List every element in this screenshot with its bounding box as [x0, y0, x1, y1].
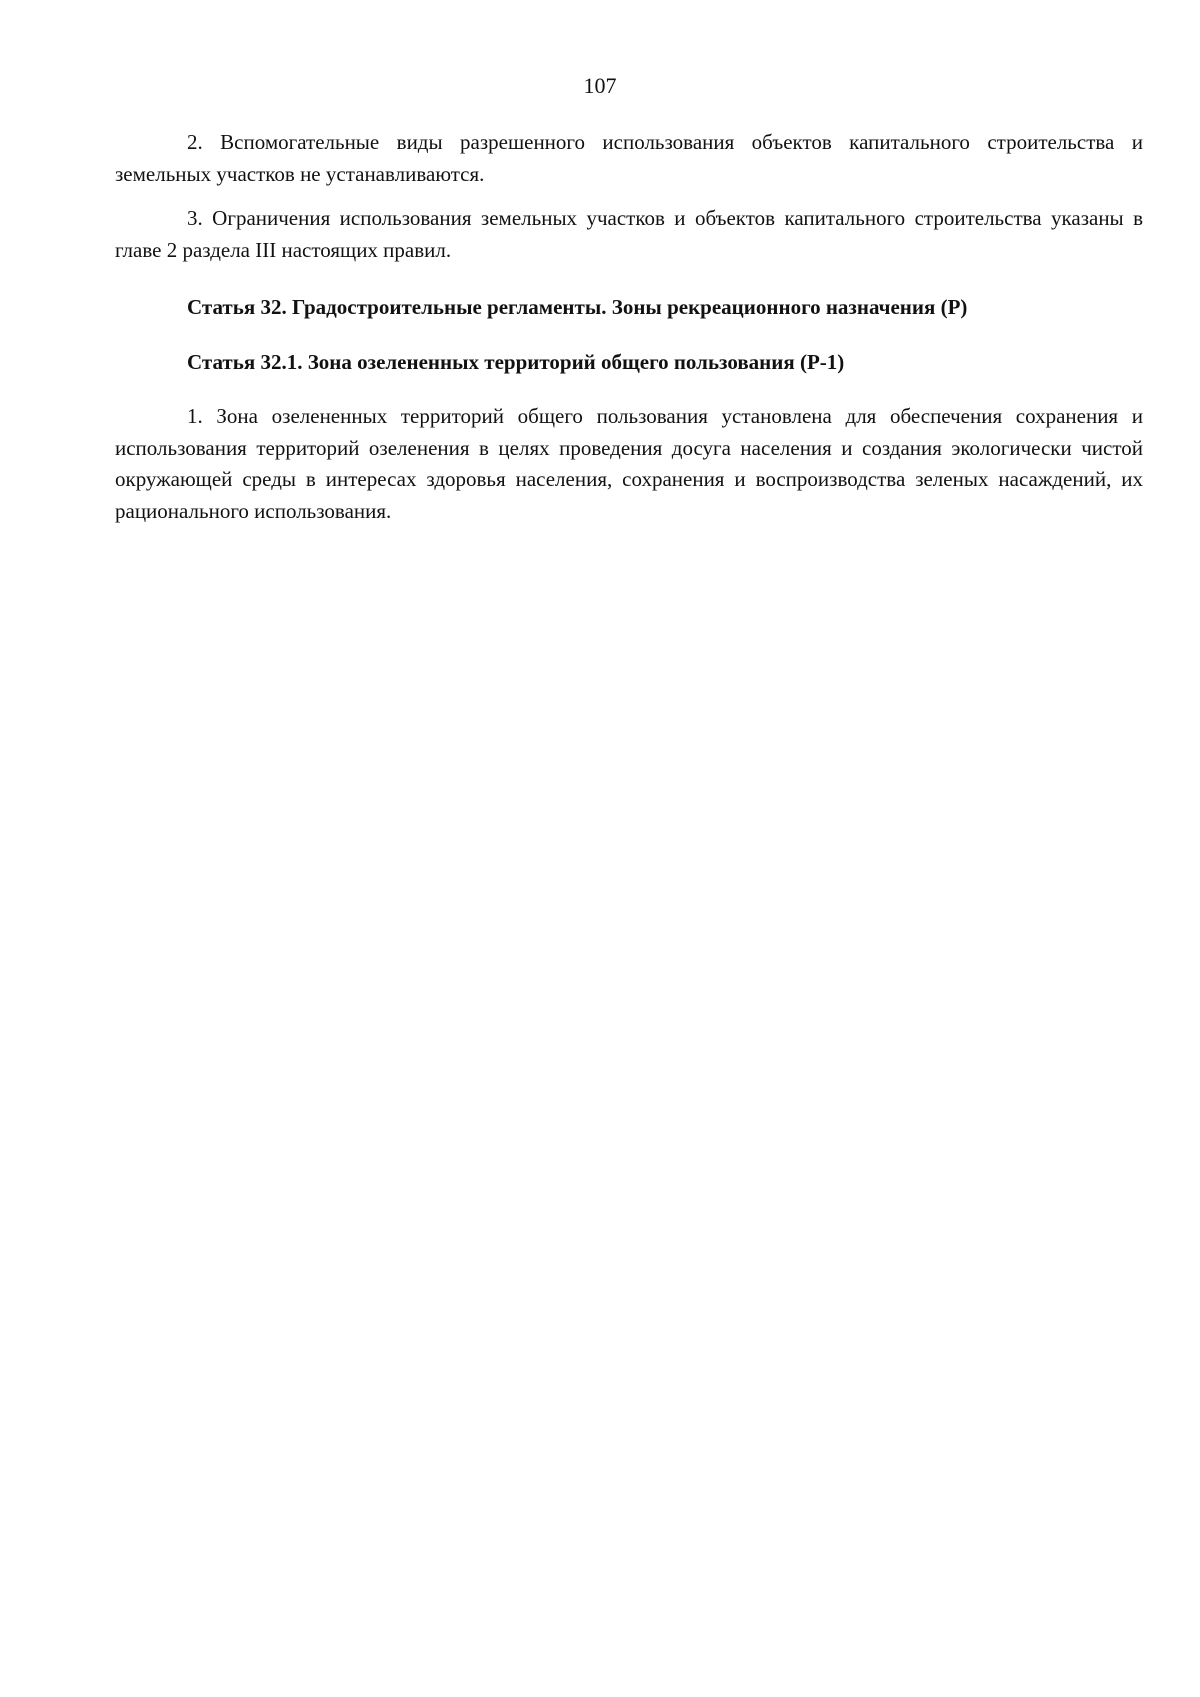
paragraph-green-zone-purpose: 1. Зона озелененных территорий общего пользования установлена для обеспечения сохранения и использования территорий озеленения в целях проведения досуга населения и создания экологически чистой окружающей среды в интересах здоровья населения, сохранения и воспроизводства зеленых насаждений, их рационального использования. [115, 404, 1143, 523]
paragraph-restrictions: 3. Ограничения использования земельных участков и объектов капитального строительства указаны в главе 2 раздела III настоящих правил. [115, 206, 1143, 262]
page-number: 107 [583, 73, 617, 98]
document-body [115, 127, 1143, 527]
heading-article-32-1: Статья 32.1. Зона озелененных территорий общего пользования (Р-1) [187, 349, 845, 374]
paragraph-auxiliary-uses: 2. Вспомогательные виды разрешенного использования объектов капитального строительства и земельных участков не устанавливаются. [115, 130, 1143, 186]
heading-article-32: Статья 32. Градостроительные регламенты. Зоны рекреационного назначения (Р) [187, 295, 968, 319]
